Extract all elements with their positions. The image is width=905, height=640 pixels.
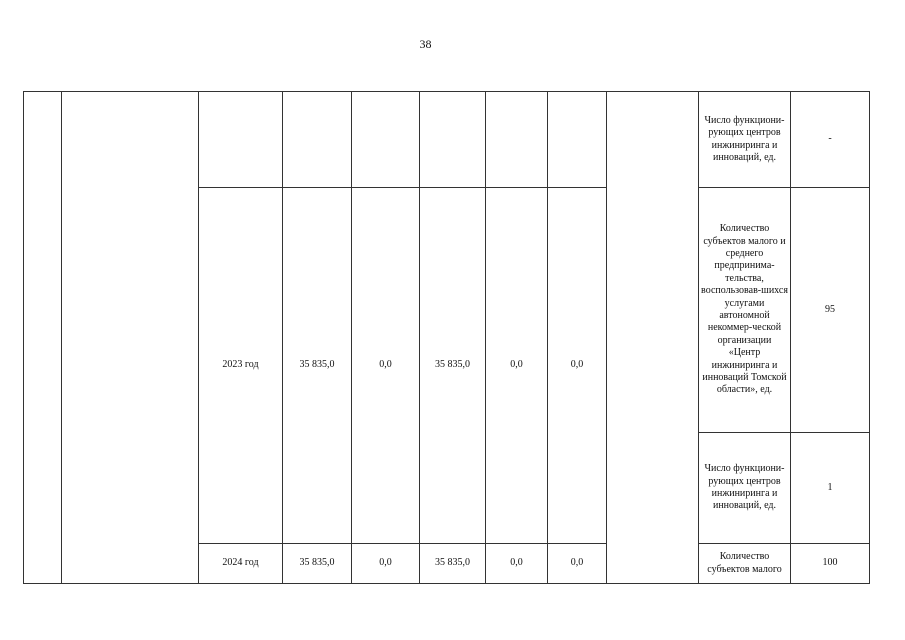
cell-indicator-value: 95 [791,188,870,433]
cell-indicator-name: Число функциони-рующих центров инжиниринга и инноваций, ед. [699,92,791,188]
cell-task-name [62,92,199,584]
cell-other: 0,0 [548,188,607,544]
cell-indicator-name: Количество субъектов малого [699,544,791,584]
cell-regional: 35 835,0 [420,188,486,544]
cell-local: 0,0 [486,188,548,544]
cell-regional: 35 835,0 [420,544,486,584]
program-table [23,91,870,584]
cell-executor [607,92,699,584]
cell-federal: 0,0 [352,188,420,544]
cell-other: 0,0 [548,544,607,584]
cell-year: 2023 год [199,188,283,544]
cell-total: 35 835,0 [283,544,352,584]
cell-total [283,92,352,188]
cell-federal: 0,0 [352,544,420,584]
cell-indicator-value: 1 [791,433,870,544]
cell-indicator-name: Число функциони-рующих центров инжиниринга и инноваций, ед. [699,433,791,544]
cell-other [548,92,607,188]
cell-number [24,92,62,584]
cell-local [486,92,548,188]
cell-indicator-name: Количество субъектов малого и среднего предпринима-тельства, воспользовав-шихся услугами автономной некоммер-ческой организации «Центр инжиниринга и инноваций Томской области», ед. [699,188,791,433]
page-number: 38 [419,37,432,51]
cell-local: 0,0 [486,544,548,584]
table-row [24,92,870,188]
cell-federal [352,92,420,188]
cell-year: 2024 год [199,544,283,584]
cell-year [199,92,283,188]
cell-indicator-value: 100 [791,544,870,584]
cell-regional [420,92,486,188]
cell-indicator-value: - [791,92,870,188]
cell-total: 35 835,0 [283,188,352,544]
